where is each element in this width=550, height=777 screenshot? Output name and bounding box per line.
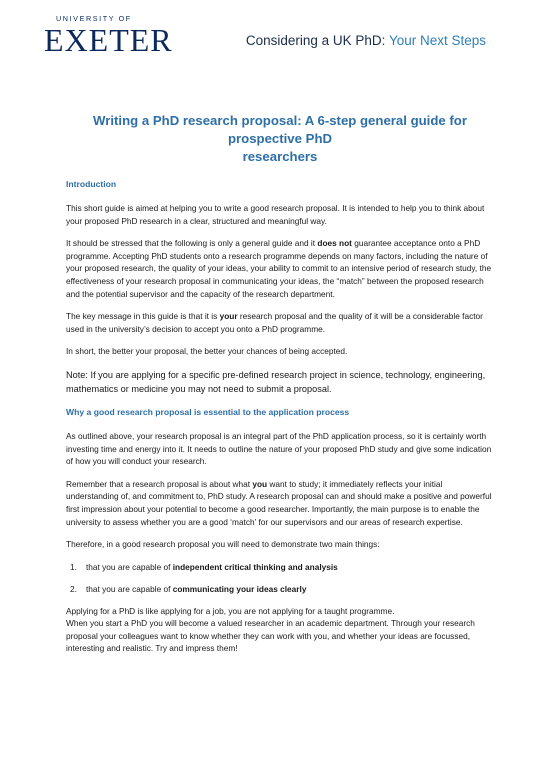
logo-exeter: EXETER xyxy=(44,22,173,58)
emphasis-your: your xyxy=(219,311,238,322)
document-body xyxy=(66,112,494,665)
logo-university-of: UNIVERSITY OF xyxy=(56,14,132,23)
text-segment: Applying for a PhD is like applying for a job, you are not applying for a taught programme. xyxy=(66,605,395,616)
paragraph-applying xyxy=(66,605,494,655)
paragraph-general-guide xyxy=(66,237,494,300)
document-title-line2: researchers xyxy=(242,149,318,164)
document-title-line1: Writing a PhD research proposal: A 6-step general guide for prospective PhD xyxy=(93,113,467,146)
emphasis-does-not: does not xyxy=(317,238,352,249)
header-title xyxy=(246,33,486,48)
introduction-heading: Introduction xyxy=(66,179,117,189)
university-logo xyxy=(44,14,173,64)
text-segment: want to study; it immediately reflects your initial understanding of, and commitment to, PhD study. A research proposal can and should make a positive and powerful first impression about your potential to become a good researcher. Importantly, the main purpose is to enable the university to assess whether you are a good ‘match’ for our supervisors and our areas of research expertise. xyxy=(66,478,492,527)
header-title-accent: Your Next Steps xyxy=(388,33,486,48)
text-segment: It should be stressed that the following is only a general guide and it xyxy=(66,238,318,249)
text-segment: The key message in this guide is that it is xyxy=(66,311,220,322)
numbered-list xyxy=(66,561,494,595)
paragraph-therefore: Therefore, in a good research proposal you will need to demonstrate two main things: xyxy=(66,539,380,550)
list-number: 2. xyxy=(70,583,77,594)
list-item xyxy=(66,583,494,595)
emphasis-you: you xyxy=(252,478,268,489)
paragraph-key-message xyxy=(66,310,494,335)
header-title-main: Considering a UK PhD: xyxy=(245,33,386,48)
why-heading: Why a good research proposal is essential to the application process xyxy=(66,406,350,417)
paragraph-remember xyxy=(66,478,494,528)
list-emphasis: communicating your ideas clearly xyxy=(172,583,307,594)
list-number: 1. xyxy=(70,561,77,572)
document-title xyxy=(66,112,494,166)
text-segment: guarantee acceptance onto a PhD programme. Accepting PhD students onto a research programme depends on many factors, including the nature of your proposed research, the quality of your ideas, your ability to commit to an intensive period of research study, the effectiveness of your research proposal in communicating your ideas, the “match” between the proposed research and the potential supervisor and the capacity of the research department. xyxy=(66,238,492,299)
text-segment: When you start a PhD you will become a valued researcher in an academic department. Through your research proposal your colleagues want to know whether they can work with you, and whether your ideas are focussed, interesting and realistic. Try and impress them! xyxy=(66,618,475,654)
text-segment: Remember that a research proposal is about what xyxy=(66,478,253,489)
list-text: that you are capable of xyxy=(86,561,173,572)
paragraph-in-short: In short, the better your proposal, the better your chances of being accepted. xyxy=(66,346,348,357)
note-paragraph: Note: If you are applying for a specific pre-defined research project in science, technology, engineering, mathematics or medicine you may not need to submit a proposal. xyxy=(66,369,486,394)
paragraph-intro: This short guide is aimed at helping you to write a good research proposal. It is intended to help you to think about your proposed PhD research in a clear, structured and meaningful way. xyxy=(66,203,485,226)
paragraph-outlined-above: As outlined above, your research proposal is an integral part of the PhD application process, so it is certainly worth investing time and energy into it. It needs to outline the nature of your proposed PhD study and give some indication of how you will conduct your research. xyxy=(66,430,492,467)
list-item xyxy=(66,561,494,573)
text-segment: research proposal and the quality of it will be a considerable factor used in the university’s decision to accept you onto a PhD programme. xyxy=(66,311,483,334)
list-text: that you are capable of xyxy=(86,583,173,594)
list-emphasis: independent critical thinking and analysis xyxy=(172,561,338,572)
